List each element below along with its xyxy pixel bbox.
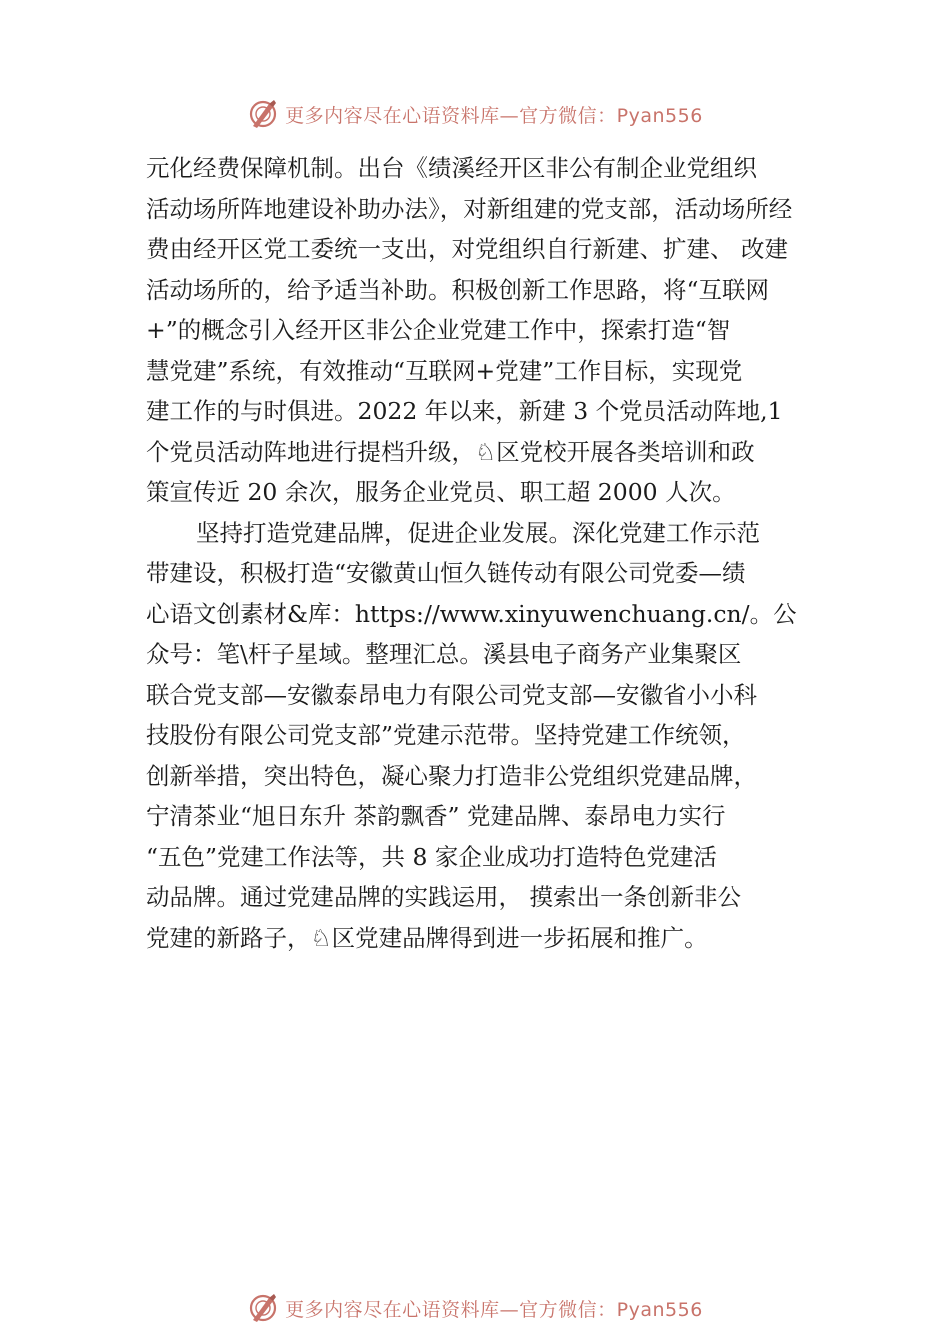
text-line: 党建的新路子，♘区党建品牌得到进一步拓展和推广。 (146, 923, 708, 952)
watermark-text (285, 1295, 703, 1322)
text-line: 众号：笔\杆子星域。整理汇总。溪县电子商务产业集聚区 (146, 640, 742, 668)
quill-pen-seal-icon (247, 1292, 279, 1324)
quill-pen-seal-icon (247, 98, 279, 130)
text-line: 心语文创素材&库：https://www.xinyuwenchuang.cn/。公 (146, 599, 797, 628)
text-line: 动品牌。通过党建品牌的实践运用， 摸索出一条创新非公 (146, 883, 741, 911)
header-watermark (0, 94, 950, 134)
text-line: 宁清茶业“旭日东升 茶韵飘香” 党建品牌、泰昂电力实行 (146, 802, 726, 830)
text-line: 带建设，积极打造“安徽黄山恒久链传动有限公司党委—绩 (146, 559, 746, 587)
watermark-account: Pyan556 (616, 104, 703, 127)
text-line: 活动场所阵地建设补助办法》，对新组建的党支部，活动场所经 (146, 194, 793, 223)
text-line: 策宣传近 20 余次，服务企业党员、职工超 2000 人次。 (146, 478, 736, 506)
text-line: 建工作的与时俱进。2022 年以来，新建 3 个党员活动阵地,1 (146, 397, 783, 425)
paragraph-first-line: 坚持打造党建品牌，促进企业发展。深化党建工作示范 (196, 518, 760, 547)
text-line: 费由经开区党工委统一支出，对党组织自行新建、扩建、 改建 (146, 235, 788, 263)
text-line: 活动场所的，给予适当补助。积极创新工作思路，将“互联网 (146, 275, 770, 304)
watermark-main-text: 更多内容尽在心语资料库—官方微信： (285, 1298, 617, 1321)
text-line: 元化经费保障机制。出台《绩溪经开区非公有制企业党组织 (146, 154, 757, 182)
footer-watermark (0, 1288, 950, 1328)
text-line: 创新举措，突出特色，凝心聚力打造非公党组织党建品牌， (146, 761, 757, 790)
text-line: 慧党建”系统，有效推动“互联网+党建”工作目标，实现党 (146, 356, 743, 385)
watermark-account: Pyan556 (616, 1298, 703, 1321)
text-line: 技股份有限公司党支部”党建示范带。坚持党建工作统领， (146, 721, 746, 749)
watermark-main-text: 更多内容尽在心语资料库—官方微信： (285, 104, 617, 127)
document-body (146, 148, 818, 958)
text-line: “五色”党建工作法等，共 8 家企业成功打造特色党建活 (146, 842, 717, 871)
text-line: +”的概念引入经开区非公企业党建工作中，探索打造“智 (146, 316, 731, 344)
watermark-text (285, 101, 703, 128)
text-line: 个党员活动阵地进行提档升级，♘区党校开展各类培训和政 (146, 437, 755, 466)
text-line: 联合党支部—安徽泰昂电力有限公司党支部—安徽省小小科 (146, 680, 757, 709)
